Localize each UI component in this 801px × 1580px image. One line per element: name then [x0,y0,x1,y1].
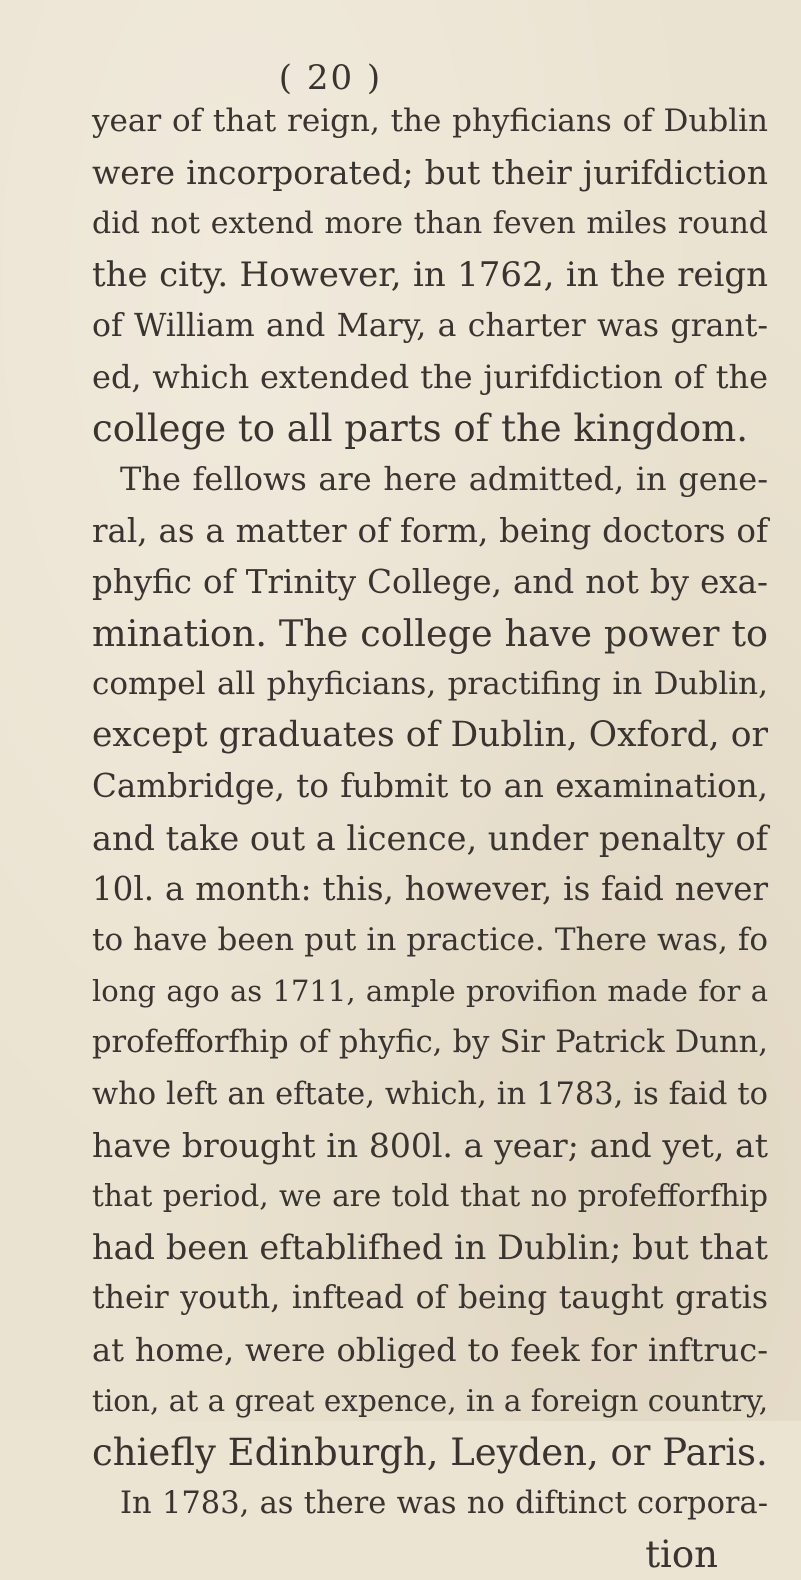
text-line: their youth, inftead of being taught gratis [92,1280,768,1317]
text-line: In 1783, as there was no diftinct corpora- [120,1486,768,1522]
page-number: ( 20 ) [278,58,383,98]
text-line: 10l. a month: this, however, is faid never [92,869,768,908]
text-line: were incorporated; but their jurifdiction [92,153,768,193]
body-text [92,96,768,1580]
text-line: of William and Mary, a charter was grant- [92,307,768,344]
text-line: except graduates of Dublin, Oxford, or [92,715,768,756]
text-line: the city. However, in 1762, in the reign [92,254,768,295]
text-line: Cambridge, to fubmit to an examination, [92,767,768,806]
text-line: at home, were obliged to feek for inftruc- [92,1330,768,1369]
text-line: to have been put in practice. There was, fo [92,922,768,958]
text-line: The fellows are here admitted, in gene- [120,460,768,499]
text-line: that period, we are told that no profefforfhip [92,1178,768,1213]
text-line: tion, at a great expence, in a foreign country, [92,1383,769,1418]
text-line: profefforfhip of phyfic, by Sir Patrick Dunn, [92,1025,768,1061]
text-line: and take out a licence, under penalty of [92,818,769,858]
text-line: phyfic of Trinity College, and not by exa- [92,562,768,601]
text-line: have brought in 800l. a year; and yet, at [92,1125,768,1165]
text-line: had been eftablifhed in Dublin; but that [92,1228,768,1268]
text-line: ed, which extended the jurifdiction of the [92,357,768,396]
text-line: did not extend more than feven miles round [92,206,768,242]
text-line: compel all phyficians, practifing in Dublin, [92,666,768,703]
text-line: long ago as 1711, ample provifion made for a [92,974,768,1009]
text-line: mination. The college have power to [92,611,768,655]
text-line: chiefly Edinburgh, Leyden, or Paris. [92,1430,768,1474]
catchword: tion [645,1533,718,1577]
text-line: year of that reign, the phyficians of Dublin [92,103,768,139]
text-line: college to all parts of the kingdom. [92,407,749,451]
text-line: ral, as a matter of form, being doctors of [92,511,768,550]
text-line: who left an eftate, which, in 1783, is faid to [92,1076,768,1112]
